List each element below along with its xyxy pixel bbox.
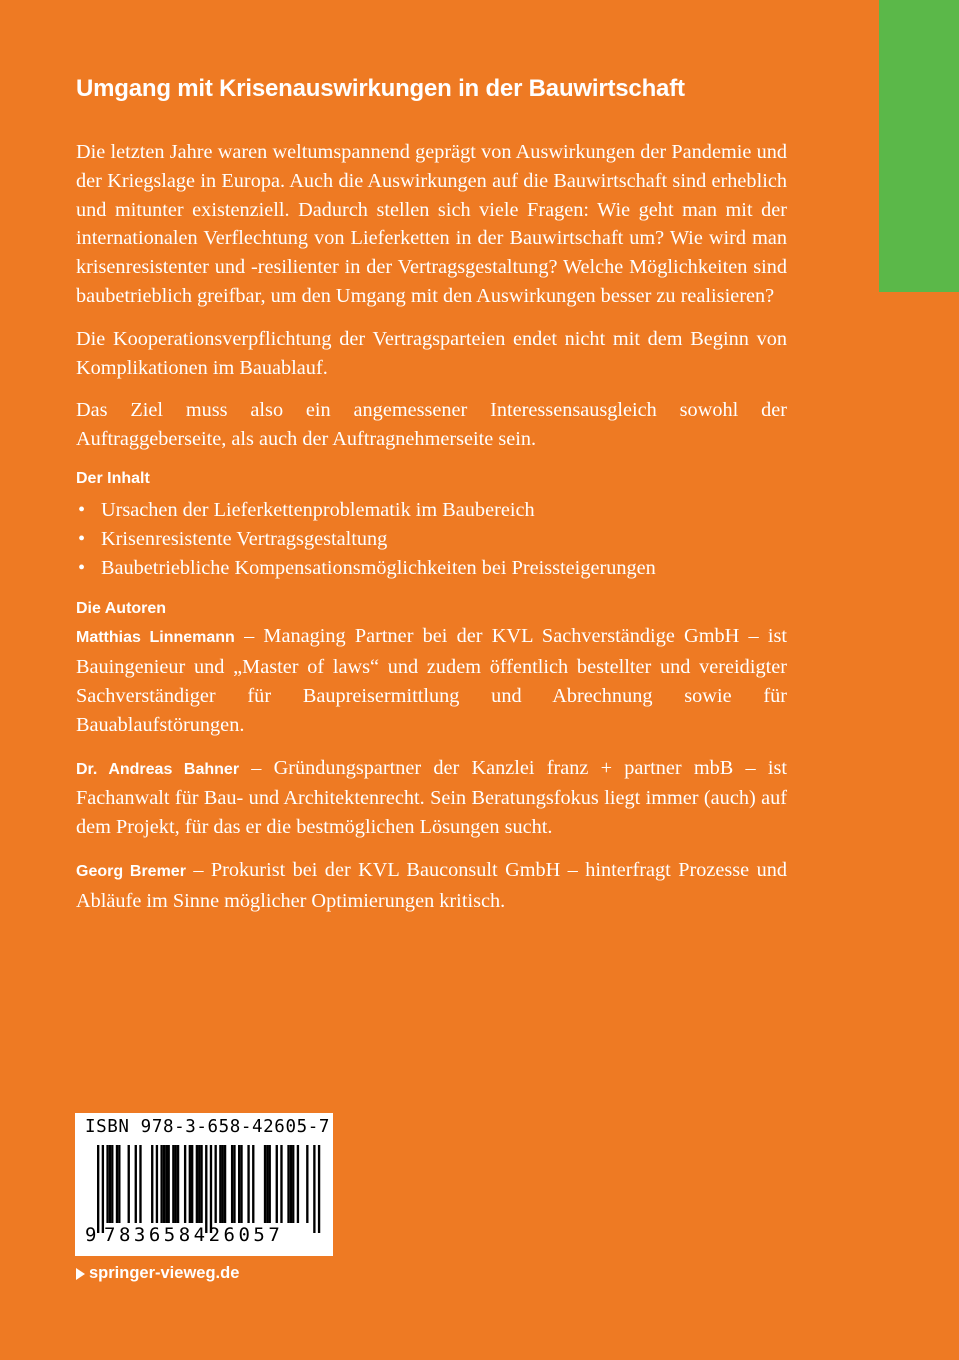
- isbn-label: ISBN 978-3-658-42605-7: [85, 1117, 330, 1137]
- ean-digits: 783658426057: [104, 1224, 284, 1246]
- barcode-bar: [163, 1145, 165, 1223]
- barcode-bar: [280, 1145, 282, 1223]
- barcode-bar: [151, 1145, 153, 1223]
- barcode-bar: [252, 1145, 254, 1223]
- author-name: Georg Bremer: [76, 862, 186, 880]
- barcode-bar: [175, 1145, 177, 1223]
- barcode-bar: [292, 1145, 294, 1223]
- barcode-bar: [290, 1145, 292, 1223]
- bullet-icon: •: [78, 527, 86, 550]
- barcode-bar: [247, 1145, 249, 1223]
- barcode-bar: [297, 1145, 299, 1223]
- barcode-bar: [266, 1145, 268, 1223]
- barcode-bar: [97, 1145, 99, 1233]
- contents-heading: Der Inhalt: [76, 469, 150, 487]
- arrow-right-icon: [76, 1268, 85, 1280]
- list-item-text: Baubetriebliche Kompensationsmöglichkeiten bei Preissteigerungen: [101, 556, 656, 579]
- back-cover-content: [76, 74, 787, 930]
- barcode-bar: [168, 1145, 170, 1223]
- barcode-bar: [240, 1145, 242, 1223]
- barcode-bars: [85, 1145, 323, 1233]
- authors-heading: Die Autoren: [76, 600, 167, 618]
- barcode-bar: [184, 1145, 186, 1223]
- author-bio: – Gründungspartner der Kanzlei franz + partner mbB – ist Fachanwalt für Bau- und Architektenrecht. Sein Beratungsfokus liegt immer (auch) auf dem Projekt, für das er die bestmöglichen Lösungen sucht.: [76, 756, 787, 839]
- authors-section: [76, 622, 787, 915]
- barcode-bar: [200, 1145, 202, 1223]
- barcode-bar: [269, 1145, 271, 1223]
- barcode-bar: [172, 1145, 174, 1223]
- barcode-bar: [165, 1145, 167, 1223]
- barcode-bar: [139, 1145, 141, 1223]
- barcode-bar: [313, 1145, 315, 1233]
- author-bio: – Managing Partner bei der KVL Sachverständige GmbH – ist Bauingenieur und „Master of laws“ und zudem öffentlich bestellter und vereidigter Sachverständiger für Baupreisermittlung und Abrechnung sowie für Bauablaufstörungen.: [76, 625, 788, 736]
- author-name: Matthias Linnemann: [76, 629, 235, 647]
- color-accent-strip: [879, 0, 959, 292]
- barcode-bar: [135, 1145, 137, 1223]
- publisher-website-link[interactable]: [76, 1264, 239, 1283]
- barcode-bar: [196, 1145, 198, 1223]
- description-paragraph: Die letzten Jahre waren weltumspannend geprägt von Auswirkungen der Pandemie und der Kriegslage in Europa. Auch die Auswirkungen auf die Bauwirtschaft sind erheblich und mitunter existenziell. Dadurch stellen sich viele Fragen: Wie geht man mit der internationalen Verflechtung von Lieferketten in der Bauwirtschaft um? Wie wird man krisenresistenter und -resilienter in der Vertragsgestaltung? Welche Möglichkeiten sind baubetrieblich greifbar, um den Umgang mit den Auswirkungen besser zu realisieren?: [76, 141, 787, 307]
- barcode-bar: [306, 1145, 308, 1223]
- barcode-bar: [318, 1145, 320, 1233]
- barcode-bar: [264, 1145, 266, 1223]
- list-item: [76, 554, 787, 583]
- barcode-bar: [238, 1145, 240, 1223]
- barcode-bar: [111, 1145, 113, 1223]
- barcode-bar: [160, 1145, 162, 1223]
- description-body: [76, 138, 787, 454]
- list-item-text: Krisenresistente Vertragsgestaltung: [101, 527, 388, 550]
- description-paragraph: Die Kooperationsverpflichtung der Vertragsparteien endet nicht mit dem Beginn von Komplikationen im Bauablauf.: [76, 327, 787, 379]
- page-title: Umgang mit Krisenauswirkungen in der Bauwirtschaft: [76, 75, 685, 102]
- author-name: Dr. Andreas Bahner: [76, 760, 240, 778]
- barcode-bar: [210, 1145, 212, 1233]
- bullet-icon: •: [78, 556, 86, 579]
- list-item-text: Ursachen der Lieferkettenproblematik im Baubereich: [101, 498, 535, 521]
- barcode-bar: [189, 1145, 191, 1223]
- barcode-bar: [128, 1145, 130, 1223]
- barcode-bar: [106, 1145, 108, 1223]
- barcode-bar: [215, 1145, 217, 1223]
- barcode-bar: [118, 1145, 120, 1223]
- barcode-bar: [231, 1145, 233, 1223]
- author-entry: [76, 754, 787, 842]
- barcode-bar: [177, 1145, 179, 1223]
- barcode-bar: [191, 1145, 193, 1223]
- barcode-bar: [287, 1145, 289, 1223]
- author-bio: – Prokurist bei der KVL Bauconsult GmbH – hinterfragt Prozesse und Abläufe im Sinne möglicher Optimierungen kritisch.: [76, 858, 787, 912]
- barcode-bar: [109, 1145, 111, 1223]
- bullet-icon: •: [78, 498, 86, 521]
- barcode-bar: [205, 1145, 207, 1233]
- barcode-bar: [198, 1145, 200, 1223]
- isbn-barcode: [75, 1113, 333, 1256]
- contents-list: [76, 496, 787, 582]
- barcode-bar: [102, 1145, 104, 1233]
- barcode-bar: [224, 1145, 226, 1223]
- list-item: [76, 525, 787, 554]
- description-paragraph: Das Ziel muss also ein angemessener Interessensausgleich sowohl der Auftraggeberseite, als auch der Auftragnehmerseite sein.: [76, 399, 787, 451]
- barcode-bar: [116, 1145, 118, 1223]
- author-entry: [76, 622, 787, 739]
- website-label: springer-vieweg.de: [89, 1264, 240, 1282]
- list-item: [76, 496, 787, 525]
- ean-first-digit: 9: [85, 1224, 97, 1246]
- barcode-bar: [219, 1145, 221, 1223]
- barcode-bar: [222, 1145, 224, 1223]
- barcode-bar: [276, 1145, 278, 1223]
- barcode-bar: [156, 1145, 158, 1223]
- barcode-bar: [233, 1145, 235, 1223]
- author-entry: [76, 856, 787, 916]
